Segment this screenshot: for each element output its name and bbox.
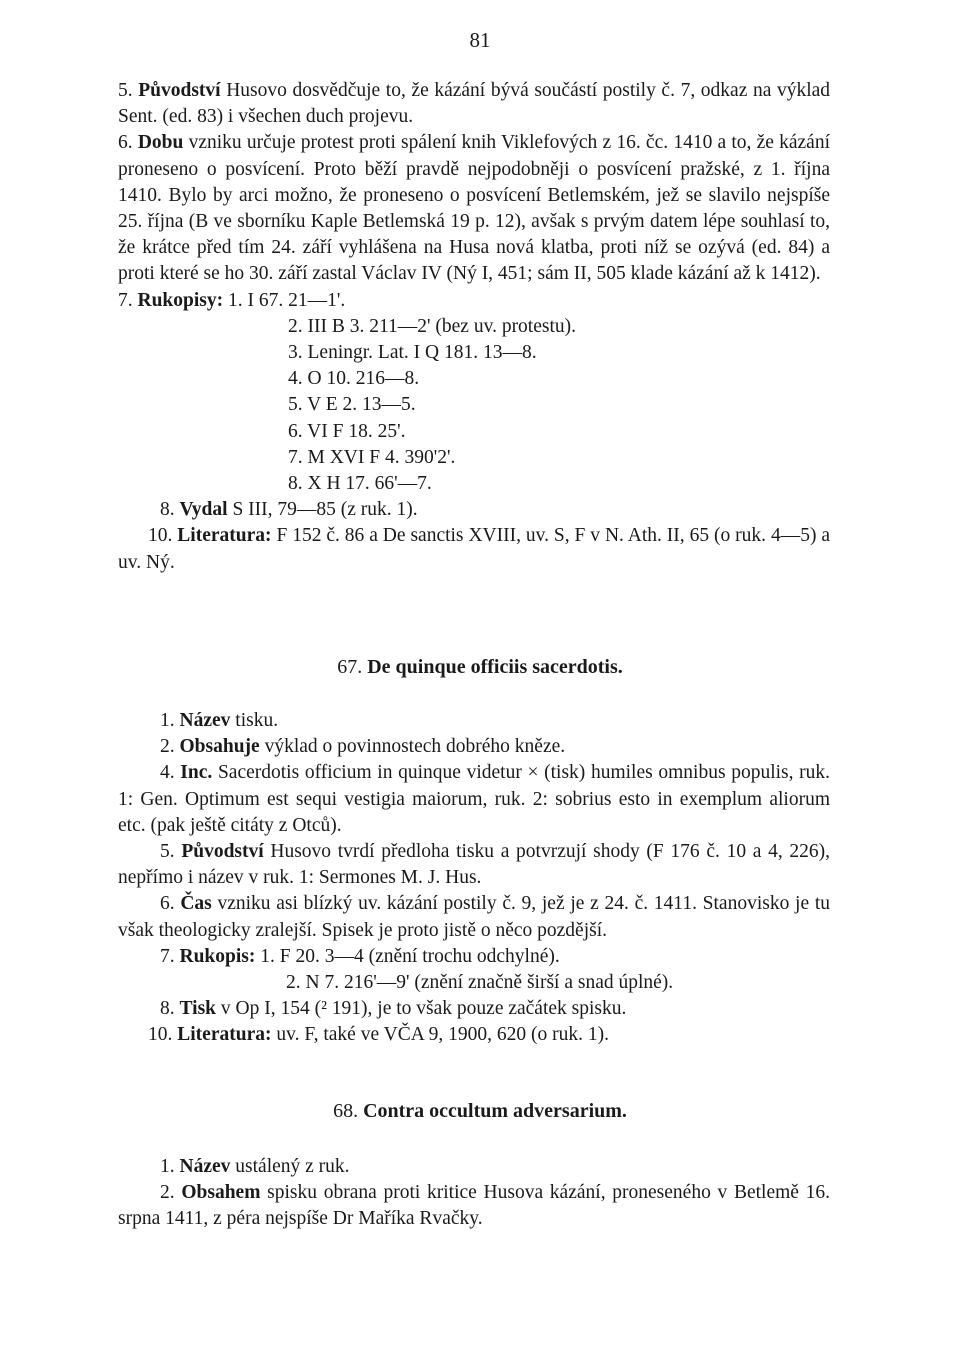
manuscript-item: 8. X H 17. 66'—7. bbox=[288, 473, 432, 495]
section-68-title: Contra occultum adversarium. bbox=[363, 1100, 627, 1122]
paragraph-1-title: 1. Název tisku. bbox=[160, 710, 279, 731]
paragraph-5-authorship: 5. Původství Husovo tvrdí předloha tisku a potvrzují shody (F 176 č. 10 a 4, 226), nepřímo i název v ruk. 1: Sermones M. J. Hus. bbox=[118, 841, 831, 889]
manuscript-item: 5. V E 2. 13—5. bbox=[288, 394, 416, 416]
paragraph-8-print: 8. Tisk v Op I, 154 (² 191), je to však pouze začátek spisku. bbox=[160, 998, 627, 1020]
page-number: 81 bbox=[469, 28, 491, 52]
section-68-heading: 68. Contra occultum adversarium. bbox=[333, 1100, 627, 1122]
paragraph-2-content: 2. Obsahem spisku obrana proti kritice Husova kázání, proneseného v Betlemě 16. srpna 1411, z péra nejspíše Dr Maříka Rvačky. bbox=[118, 1182, 831, 1230]
paragraph-10-literature: 10. Literatura: uv. F, také ve VČA 9, 1900, 620 (o ruk. 1). bbox=[148, 1024, 609, 1046]
paragraph-2-content: 2. Obsahuje výklad o povinnostech dobrého kněze. bbox=[160, 736, 566, 758]
paragraph-10-literature: 10. Literatura: F 152 č. 86 a De sanctis XVIII, uv. S, F v N. Ath. II, 65 (o ruk. 4—5) a uv. Ný. bbox=[118, 525, 831, 573]
section-66-continuation bbox=[118, 78, 830, 576]
manuscript-item: 6. VI F 18. 25'. bbox=[288, 420, 406, 442]
label-literature: Literatura: bbox=[177, 525, 272, 547]
manuscript-item: 1. F 20. 3—4 (znění trochu odchylné). bbox=[260, 945, 560, 967]
manuscript-item: 3. Leningr. Lat. I Q 181. 13—8. bbox=[288, 342, 537, 364]
label-manuscripts: Rukopisy: bbox=[137, 289, 224, 311]
section-67-body bbox=[118, 708, 830, 1049]
paragraph-1-title: 1. Název ustálený z ruk. bbox=[160, 1156, 350, 1177]
section-68-body bbox=[118, 1154, 830, 1233]
section-67-heading: 67. De quinque officiis sacerdotis. bbox=[337, 656, 623, 678]
paragraph-6-time: 6. Čas vzniku asi blízký uv. kázání postily č. 9, jež je z 24. č. 1411. Stanovisko je tu však theologicky zralejší. Spisek je proto jistě o něco pozdější. bbox=[118, 893, 831, 941]
manuscript-item: 1. I 67. 21—1'. bbox=[228, 289, 346, 311]
manuscript-item: 4. O 10. 216—8. bbox=[288, 368, 420, 390]
manuscript-item: 2. III B 3. 211—2' (bez uv. protestu). bbox=[288, 315, 577, 337]
paragraph-7-manuscript: 7. Rukopis: 1. F 20. 3—4 (znění trochu odchylné). bbox=[160, 945, 560, 967]
manuscript-item: 7. M XVI F 4. 390'2'. bbox=[288, 446, 456, 468]
section-67-title: De quinque officiis sacerdotis. bbox=[367, 656, 623, 678]
paragraph-4-incipit: 4. Inc. Sacerdotis officium in quinque videtur × (tisk) humiles omnibus populis, ruk. 1: Gen. Optimum est sequi vestigia maiorum, ruk. 2: sobrius esto in exemplum aliorum etc. (pak ještě citáty z Otců). bbox=[118, 762, 831, 836]
label-authorship: Původství bbox=[138, 80, 221, 101]
label-dating: Dobu bbox=[137, 132, 184, 154]
manuscript-item: 2. N 7. 216'—9' (znění značně širší a snad úplné). bbox=[286, 972, 674, 994]
paragraph-5-authorship: 5. Původství Husovo dosvědčuje to, že kázání bývá součástí postily č. 7, odkaz na výklad Sent. (ed. 83) i všechen duch projevu. bbox=[118, 80, 831, 128]
paragraph-6-dating: 6. Dobu vzniku určuje protest proti spálení knih Viklefových z 16. čc. 1410 a to, že kázání proneseno o posvícení. Proto běží pravdě nejpodobněji o posvícení pražské, z 1. října 1410. Bylo by arci možno, že proneseno o posvícení Betlemském, jež se slavilo nejspíše 25. října (B ve sborníku Kaple Betlemská 19 p. 12), avšak s prvým datem lépe souhlasí to, že krátce před tím 24. září vyhlášena na Husa nová klatba, proti níž se ozývá (ed. 84) a proti které se ho 30. září zastal Václav IV (Ný I, 451; sám II, 505 klade kázání až k 1412). bbox=[118, 132, 831, 285]
label-edition: Vydal bbox=[179, 499, 228, 521]
paragraph-8-edition: 8. Vydal S III, 79—85 (z ruk. 1). bbox=[160, 499, 418, 521]
paragraph-7-manuscripts-first: 7. Rukopisy: 1. I 67. 21—1'. bbox=[118, 289, 346, 311]
